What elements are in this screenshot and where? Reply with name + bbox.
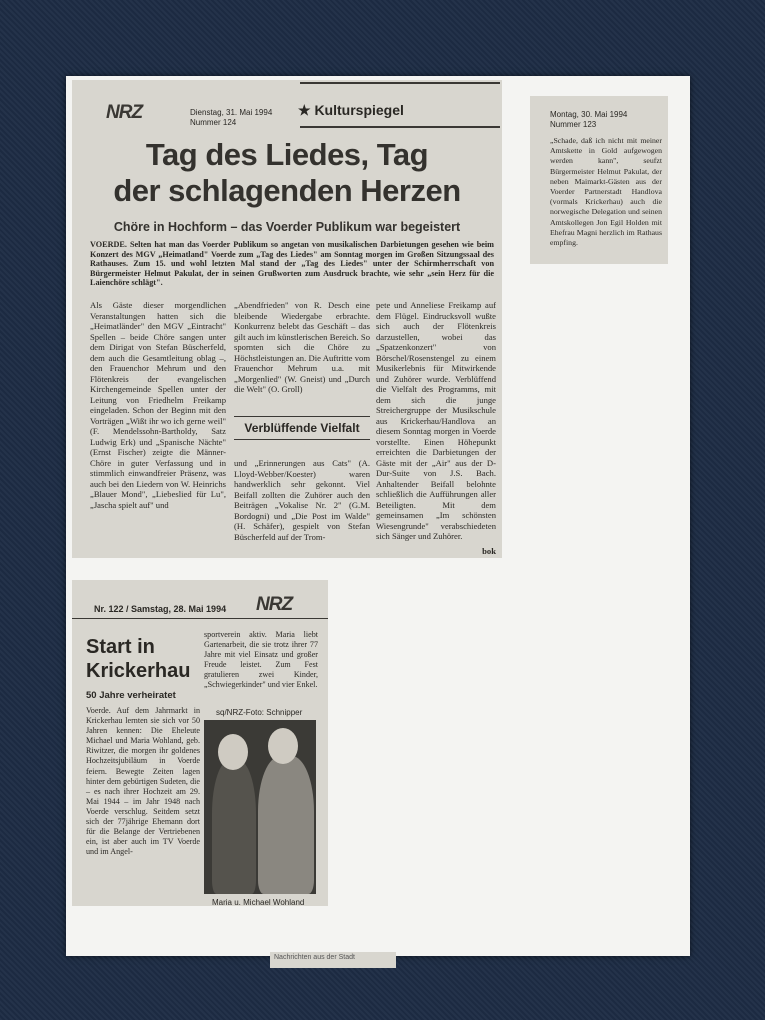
woman-figure bbox=[212, 760, 256, 894]
bottom-rule bbox=[72, 618, 328, 619]
newspaper-logo: NRZ bbox=[106, 102, 143, 123]
main-article-clipping bbox=[72, 80, 502, 558]
clipping-fragment bbox=[270, 952, 396, 968]
bottom-article-clipping bbox=[72, 580, 328, 906]
headline-line-2: der schlagenden Herzen bbox=[113, 173, 461, 208]
lead-paragraph: VOERDE. Selten hat man das Voerder Publikum so angetan von musikalischen Darbietungen gesehen wie beim Konzert des MGV „Heimatland" Voerde zum „Tag des Liedes" am Sonntag morgen im Großen Sitzungssaal des Rathauses. Zum 15. und wohl letzten Mal stand der „Tag des Liedes" unter der Schirmherrschaft von Bürgermeister Helmut Pakulat, der in seinen Grußworten zum Ausdruck brachte, wie sehr „sein Herz für die Laienchöre schlägt". bbox=[90, 240, 494, 288]
woman-face bbox=[218, 734, 248, 770]
side-issue: Nummer 123 bbox=[550, 120, 597, 129]
bottom-headline-2: Krickerhau bbox=[86, 660, 191, 682]
bottom-headline-1: Start in bbox=[86, 636, 155, 658]
section-title: ★ Kulturspiegel bbox=[298, 102, 404, 118]
bottom-dateline: Nr. 122 / Samstag, 28. Mai 1994 bbox=[94, 604, 227, 614]
article-date: Dienstag, 31. Mai 1994 bbox=[190, 108, 273, 117]
text-column-2-bottom: und „Erinnerungen aus Cats" (A. Lloyd-Webber/Koester) waren handwerklich sehr gekonnt. Viel Beifall zollten die Zuhörer auch den Beiträgen „Vokalise Nr. 2" (G.M. Bordogni) und „Die Post im Walde" (H. Schäfer), gespielt von Stefan Büscherfeld auf der Trom- bbox=[234, 458, 370, 542]
box-heading: Verblüffende Vielfalt bbox=[234, 416, 370, 440]
side-date: Montag, 30. Mai 1994 bbox=[550, 110, 628, 119]
fragment-text: Nachrichten aus der Stadt bbox=[274, 954, 355, 961]
couple-photo bbox=[204, 720, 316, 894]
side-clipping bbox=[530, 96, 668, 264]
headline-line-1: Tag des Liedes, Tag bbox=[145, 137, 429, 172]
man-figure bbox=[258, 756, 314, 894]
section-rule-top bbox=[300, 82, 500, 84]
text-column-3: pete und Anneliese Freikamp auf dem Flügel. Eindrucksvoll wußte sich auch der Flötenkreis darzustellen, wobei das „Spatzenkonzert" von Börschel/Rosenstengel zu einem Musikerlebnis für Mitwirkende und Zuhörer wurde. Verblüffend die Vielfalt des Programms, mit dem sich die junge Streichergruppe der Musikschule aus Krickerhau/Handlova an diesem Sonntag morgen in Voerde vorstellte. Einen Höhepunkt erreichten die Darbietungen der Gäste mit der „Air" aus der D-Dur-Suite von J.S. Bach. Anhaltender Beifall belohnte schließlich die Aufführungen aller Beteiligten. Mit dem gemeinsamen „Im schönsten Wiesengrunde" verabschiedeten sich Sänger und Zuhörer. bbox=[376, 300, 496, 541]
article-issue: Nummer 124 bbox=[190, 118, 237, 127]
man-face bbox=[268, 728, 298, 764]
bottom-logo: NRZ bbox=[256, 594, 293, 615]
bottom-subheadline: 50 Jahre verheiratet bbox=[86, 690, 176, 701]
side-text: „Schade, daß ich nicht mit meiner Amtskette in Gold aufgewogen werden kann", seufzt Bürgermeister Helmut Pakulat, der neben Maimarkt-Gästen aus der Voerder Partnerstadt Handlova (vormals Krickerhau) auch die norwegische Delegation und seinen Amtskollegen Jon Egil Holden mit Ehefrau Magni herzlich im Rathaus empfing. bbox=[550, 136, 662, 248]
section-rule-bottom bbox=[300, 126, 500, 128]
bottom-text-column-1: Voerde. Auf dem Jahrmarkt in Krickerhau lernten sie sich vor 50 Jahren kennen: Die Eheleute Michael und Maria Wohland, geb. Riwitzer, die morgen ihr goldenes Hochzeitsjubiläum in Voerde feiern. Bewegte Zeiten lagen hinter dem gebürtigen Sudeten, die – es nach ihrer Hochzeit am 29. Mai 1944 – im Jahr 1948 nach Voerde verschlug. Seitdem setzt sich der 77jährige Ehemann dort für die Belange der Vertriebenen ein, ist aber auch im TV Voerde und im Angel- bbox=[86, 706, 200, 857]
author-tag: bok bbox=[482, 546, 496, 556]
text-column-2-top: „Abendfrieden" von R. Desch eine bleibende Wiedergabe erbrachte. Konkurrenz belebt das Geschäft – das gilt auch im künstlerischen Bereich. So spornten sich die Chöre zu Höchstleistungen an. Die Auftritte vom Frauenchor Mehrum u.a. mit „Morgenlied" (W. Gneist) und „Durch die Welt" (O. Groll) bbox=[234, 300, 370, 394]
photo-credit: sq/NRZ-Foto: Schnipper bbox=[216, 708, 303, 717]
subheadline: Chöre in Hochform – das Voerder Publikum war begeistert bbox=[113, 220, 461, 234]
photo-caption: Maria u. Michael Wohland bbox=[212, 898, 305, 906]
bottom-text-column-2: sportverein aktiv. Maria liebt Gartenarbeit, die sie trotz ihrer 77 Jahre mit viel Einsatz und großer Freude leistet. Zum Fest gratulieren zwei Kinder, „Schwiegerkinder" und vier Enkel. bbox=[204, 630, 318, 690]
text-column-1: Als Gäste dieser morgendlichen Veranstaltungen hatten sich die „Heimatländer" den MGV „Eintracht" Spellen – beide Chöre sangen unter dem Dirigat von Stefan Büscherfeld, dem auch die Gesamtleitung oblag –, den Frauenchor Mehrum und den Flötenkreis der evangelischen Kirchengemeinde Spellen unter der Leitung von Friedhelm Freikamp eingeladen. Schon der Beginn mit den Vorträgen „Wißt ihr wo ich gerne weil" (F. Mendelssohn-Bartholdy, Satz Ludwig Erk) und „Spanische Nächte" (Ernst Fischer) zeigte die Männer-Chöre in guter Verfassung und in stimmlich einwandfreier Präsenz, was auch bei den Liedern von W. Heinrichs „Blauer Mond", „Liebeslied für Lu", „Jascha spielt auf" und bbox=[90, 300, 226, 510]
